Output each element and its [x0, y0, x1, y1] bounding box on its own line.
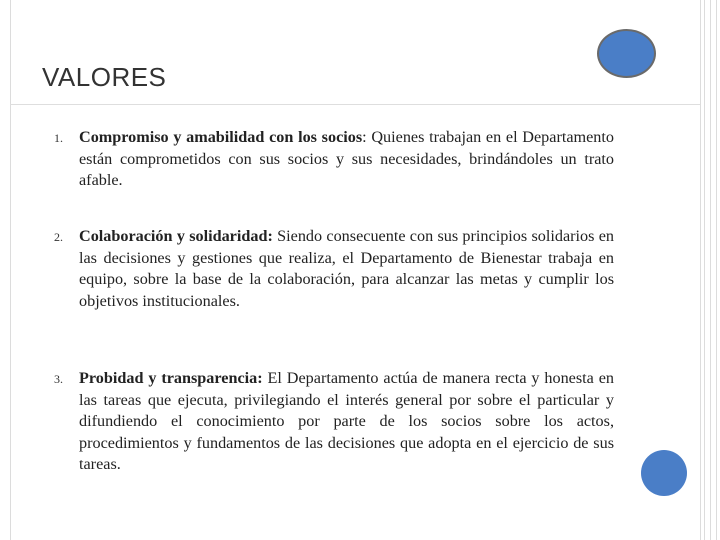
- item-body: El Departamento actúa de manera recta y honesta en las tareas que ejecuta, privilegiando el interés general por sobre el particular y difundiendo el conocimiento por parte de los socios sobre los actos, procedimientos y fundamentos de las decisiones que adopta en el ejercicio de sus tareas.: [79, 369, 614, 473]
- item-body: Quienes trabajan en el Departamento están comprometidos con sus socios y sus necesidades, brindándoles un trato afable.: [79, 128, 614, 189]
- item-text: [79, 127, 614, 192]
- item-number: 2.: [54, 230, 63, 244]
- top-right-circle-icon: [597, 29, 656, 78]
- item-text: [79, 226, 614, 312]
- right-border-line-4: [716, 0, 717, 540]
- item-term: Compromiso y amabilidad con los socios: [79, 128, 363, 146]
- title-divider: [10, 104, 700, 105]
- item-term: Probidad y transparencia:: [79, 369, 263, 387]
- bottom-right-circle-icon: [641, 450, 687, 496]
- item-term: Colaboración y solidaridad:: [79, 227, 273, 245]
- item-number: 1.: [54, 131, 63, 145]
- item-text: [79, 368, 614, 476]
- left-border-line: [10, 0, 11, 540]
- item-number: 3.: [54, 372, 63, 386]
- slide-title: VALORES: [42, 62, 167, 92]
- item-separator: :: [362, 128, 367, 146]
- item-body: Siendo consecuente con sus principios solidarios en las decisiones y gestiones que realiza, el Departamento de Bienestar trabaja en equipo, sobre la base de la colaboración, para alcanzar las metas y cumplir los objetivos institucionales.: [79, 227, 614, 310]
- right-border-line-2: [704, 0, 705, 540]
- right-border-line-3: [710, 0, 711, 540]
- right-border-line-1: [700, 0, 701, 540]
